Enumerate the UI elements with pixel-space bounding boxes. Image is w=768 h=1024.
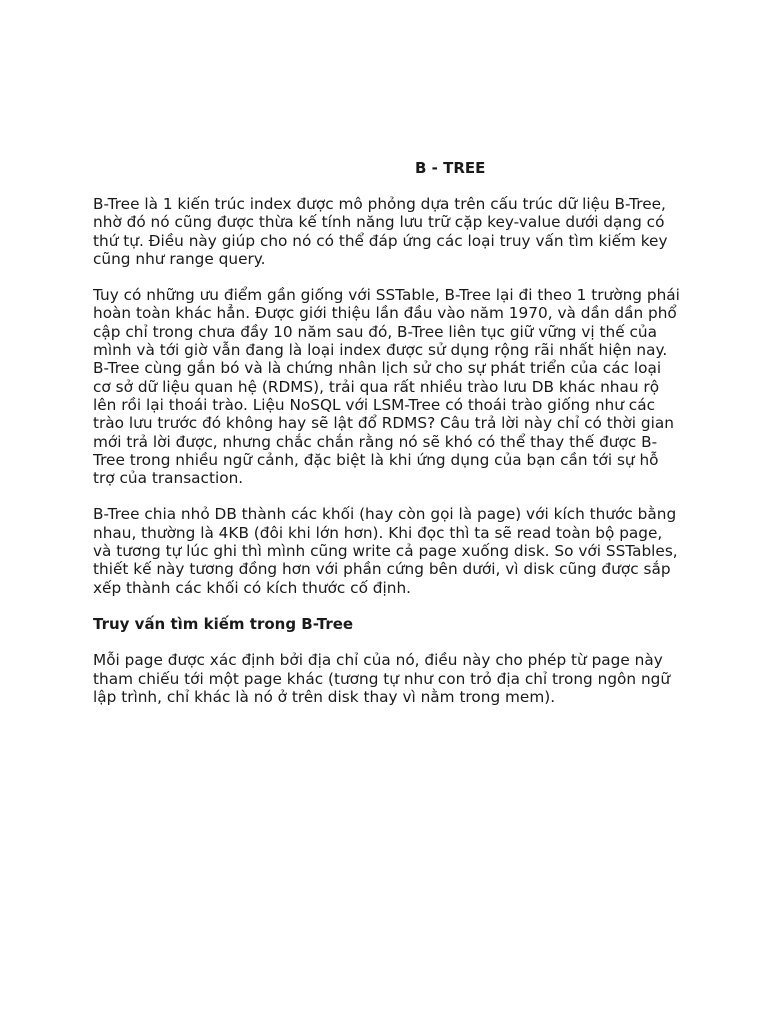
paragraph-page-address: Mỗi page được xác định bởi địa chỉ của nó, điều này cho phép từ page này tham chiếu tới một page khác (tương tự như con trỏ địa chỉ trong ngôn ngữ lập trình, chỉ khác là nó ở trên disk thay vì nằm trong mem).: [93, 651, 671, 706]
paragraph-intro: B-Tree là 1 kiến trúc index được mô phỏng dựa trên cấu trúc dữ liệu B-Tree, nhờ đó nó cũng được thừa kế tính năng lưu trữ cặp key-value dưới dạng có thứ tự. Điều này giúp cho nó có thể đáp ứng các loại truy vấn tìm kiếm key cũng như range query.: [93, 195, 668, 268]
document-page: [93, 158, 683, 724]
section-heading: Truy vấn tìm kiếm trong B-Tree: [93, 614, 354, 633]
document-title: B - TREE: [415, 159, 486, 177]
paragraph-pages: B-Tree chia nhỏ DB thành các khối (hay còn gọi là page) với kích thước bằng nhau, thường là 4KB (đôi khi lớn hơn). Khi đọc thì ta sẽ read toàn bộ page, và tương tự lúc ghi thì mình cũng write cả page xuống disk. So với SSTables, thiết kế này tương đồng hơn với phần cứng bên dưới, vì disk cũng được sắp xếp thành các khối có kích thước cố định.: [93, 505, 678, 597]
paragraph-history: Tuy có những ưu điểm gần giống với SSTable, B-Tree lại đi theo 1 trường phái hoàn toàn khác hẳn. Được giới thiệu lần đầu vào năm 1970, và dần dần phổ cập chỉ trong chưa đầy 10 năm sau đó, B-Tree liên tục giữ vững vị thế của mình và tới giờ vẫn đang là loại index được sử dụng rộng rãi nhất hiện nay. B-Tree cùng gắn bó và là chứng nhân lịch sử cho sự phát triển của các loại cơ sở dữ liệu quan hệ (RDMS), trải qua rất nhiều trào lưu DB khác nhau rộ lên rồi lại thoái trào. Liệu NoSQL với LSM-Tree có thoái trào giống như các trào lưu trước đó không hay sẽ lật đổ RDMS? Câu trả lời này chỉ có thời gian mới trả lời được, nhưng chắc chắn rằng nó sẽ khó có thể thay thế được B-Tree trong nhiều ngữ cảnh, đặc biệt là khi ứng dụng của bạn cần tới sự hỗ trợ của transaction.: [93, 286, 680, 488]
